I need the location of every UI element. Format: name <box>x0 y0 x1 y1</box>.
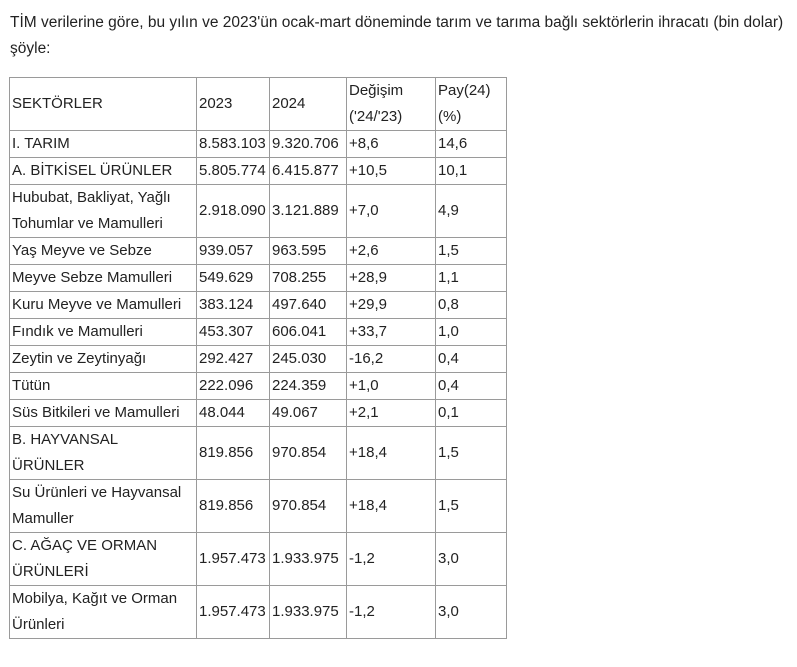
header-change-line2: ('24/'23) <box>349 108 403 125</box>
table-row <box>10 185 507 238</box>
cell-share: 3,0 <box>436 533 507 586</box>
cell-2023: 453.307 <box>197 319 270 346</box>
cell-change: +10,5 <box>347 158 436 185</box>
header-2023: 2023 <box>197 78 270 131</box>
cell-2023: 1.957.473 <box>197 586 270 639</box>
cell-sector: Süs Bitkileri ve Mamulleri <box>10 400 197 427</box>
cell-sector: Zeytin ve Zeytinyağı <box>10 346 197 373</box>
cell-change: +7,0 <box>347 185 436 238</box>
header-share <box>436 78 507 131</box>
table-row <box>10 292 507 319</box>
header-change <box>347 78 436 131</box>
cell-2023: 549.629 <box>197 265 270 292</box>
cell-2023: 819.856 <box>197 427 270 480</box>
cell-share: 0,8 <box>436 292 507 319</box>
intro-paragraph: TİM verilerine göre, bu yılın ve 2023'ün ocak-mart döneminde tarım ve tarıma bağlı sektörlerin ihracatı (bin dolar) şöyle: <box>10 14 784 57</box>
cell-2024: 970.854 <box>270 480 347 533</box>
table-row <box>10 131 507 158</box>
table-row <box>10 319 507 346</box>
cell-sector: Mobilya, Kağıt ve Orman Ürünleri <box>10 586 197 639</box>
cell-2023: 939.057 <box>197 238 270 265</box>
cell-sector: Hububat, Bakliyat, Yağlı Tohumlar ve Mamulleri <box>10 185 197 238</box>
cell-2024: 49.067 <box>270 400 347 427</box>
cell-share: 0,4 <box>436 346 507 373</box>
table-row <box>10 427 507 480</box>
cell-change: +18,4 <box>347 427 436 480</box>
cell-share: 0,4 <box>436 373 507 400</box>
cell-2024: 708.255 <box>270 265 347 292</box>
cell-2024: 245.030 <box>270 346 347 373</box>
cell-2023: 292.427 <box>197 346 270 373</box>
cell-sector: Su Ürünleri ve Hayvansal Mamuller <box>10 480 197 533</box>
cell-share: 10,1 <box>436 158 507 185</box>
table-row <box>10 400 507 427</box>
cell-share: 14,6 <box>436 131 507 158</box>
cell-2024: 224.359 <box>270 373 347 400</box>
cell-share: 4,9 <box>436 185 507 238</box>
cell-2023: 819.856 <box>197 480 270 533</box>
cell-sector: Tütün <box>10 373 197 400</box>
table-row <box>10 373 507 400</box>
cell-2023: 1.957.473 <box>197 533 270 586</box>
cell-change: +2,1 <box>347 400 436 427</box>
cell-2023: 383.124 <box>197 292 270 319</box>
cell-2024: 606.041 <box>270 319 347 346</box>
cell-sector: Fındık ve Mamulleri <box>10 319 197 346</box>
cell-2024: 3.121.889 <box>270 185 347 238</box>
table-row <box>10 480 507 533</box>
cell-2023: 48.044 <box>197 400 270 427</box>
cell-sector: C. AĞAÇ VE ORMAN ÜRÜNLERİ <box>10 533 197 586</box>
export-table <box>9 77 507 639</box>
cell-change: +18,4 <box>347 480 436 533</box>
cell-2023: 8.583.103 <box>197 131 270 158</box>
cell-sector: A. BİTKİSEL ÜRÜNLER <box>10 158 197 185</box>
cell-sector: B. HAYVANSAL ÜRÜNLER <box>10 427 197 480</box>
cell-share: 1,5 <box>436 427 507 480</box>
cell-change: +2,6 <box>347 238 436 265</box>
cell-2023: 2.918.090 <box>197 185 270 238</box>
cell-sector: Meyve Sebze Mamulleri <box>10 265 197 292</box>
table-row <box>10 346 507 373</box>
cell-sector: Yaş Meyve ve Sebze <box>10 238 197 265</box>
cell-share: 1,5 <box>436 480 507 533</box>
cell-2024: 6.415.877 <box>270 158 347 185</box>
table-header-row <box>10 78 507 131</box>
cell-2024: 1.933.975 <box>270 586 347 639</box>
cell-change: +29,9 <box>347 292 436 319</box>
cell-share: 1,5 <box>436 238 507 265</box>
cell-share: 3,0 <box>436 586 507 639</box>
cell-change: +28,9 <box>347 265 436 292</box>
header-change-line1: Değişim <box>349 82 404 99</box>
cell-change: -1,2 <box>347 586 436 639</box>
table-row <box>10 533 507 586</box>
table-row <box>10 158 507 185</box>
cell-sector: I. TARIM <box>10 131 197 158</box>
cell-2024: 1.933.975 <box>270 533 347 586</box>
cell-change: -1,2 <box>347 533 436 586</box>
header-sector: SEKTÖRLER <box>10 78 197 131</box>
header-share-line2: (%) <box>438 108 462 125</box>
cell-2023: 222.096 <box>197 373 270 400</box>
cell-2024: 9.320.706 <box>270 131 347 158</box>
table-row <box>10 586 507 639</box>
cell-change: +1,0 <box>347 373 436 400</box>
header-share-line1: Pay(24) <box>438 82 491 99</box>
cell-sector: Kuru Meyve ve Mamulleri <box>10 292 197 319</box>
cell-share: 0,1 <box>436 400 507 427</box>
cell-share: 1,0 <box>436 319 507 346</box>
cell-share: 1,1 <box>436 265 507 292</box>
cell-2024: 497.640 <box>270 292 347 319</box>
cell-change: -16,2 <box>347 346 436 373</box>
table-row <box>10 238 507 265</box>
cell-2024: 970.854 <box>270 427 347 480</box>
header-2024: 2024 <box>270 78 347 131</box>
cell-2023: 5.805.774 <box>197 158 270 185</box>
table-row <box>10 265 507 292</box>
cell-change: +8,6 <box>347 131 436 158</box>
cell-change: +33,7 <box>347 319 436 346</box>
cell-2024: 963.595 <box>270 238 347 265</box>
